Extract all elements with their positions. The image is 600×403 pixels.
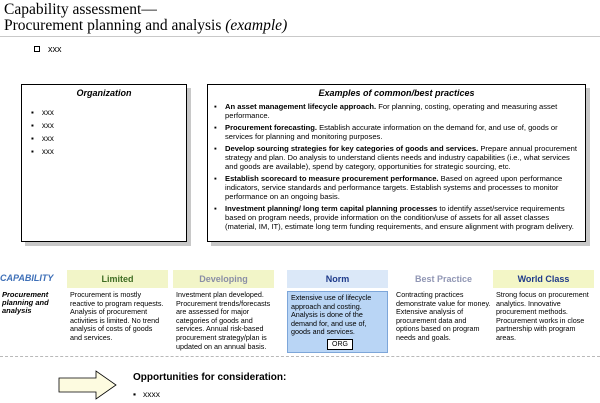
examples-heading: Examples of common/best practices [318,88,475,98]
title-divider [0,36,600,37]
example-item-title: Develop sourcing strategies for key categories of goods and services. [225,144,479,153]
example-item-text: For planning, costing, operating and measuring asset performance. [225,102,558,120]
organization-box [21,84,187,242]
example-item-title: An asset management lifecycle approach. [225,102,377,111]
checkbox-square-icon [34,46,40,52]
level-description: Procurement is mostly reactive to program requests. Analysis of procurement activities is limited. No trend analysis of costs of goods and services. [70,290,164,342]
example-item [214,144,577,171]
level-heading: World Class [493,270,594,288]
example-item [214,204,577,231]
org-marker-tag: ORG [327,339,353,350]
organization-item: ▪ xxx [31,119,186,132]
organization-list [31,106,186,158]
level-limited [67,270,168,343]
level-best-practice [393,270,494,343]
examples-list [214,102,577,231]
page-title [4,2,287,34]
level-heading: Norm [287,270,388,288]
title-line-2 [4,18,287,34]
level-world-class [493,270,594,343]
organization-item: ▪ xxx [31,132,186,145]
right-arrow-icon [58,370,118,400]
example-item-title: Procurement forecasting. [225,123,317,132]
example-item [214,174,577,201]
top-bullet [34,44,62,54]
example-item-title: Establish scorecard to measure procurement performance. [225,174,439,183]
title-example-tag: (example) [225,17,288,34]
level-heading: Limited [67,270,168,288]
example-item-text: to identify asset/service requirements based on program needs, provide information on the condition/use of assets for all asset classes (material, IM, IT), estimate long term funding requirements, and ensure alignment with program delivery. [225,204,574,231]
level-description: Contracting practices demonstrate value for money. Extensive analysis of procurement data and options based on program needs and goals. [396,290,491,342]
level-heading: Best Practice [393,270,494,288]
capability-row-label: Procurement planning and analysis [2,290,49,315]
example-item [214,123,577,141]
level-developing [173,270,274,351]
title-line-1: Capability assessment— [4,1,157,18]
examples-box [207,84,586,242]
opportunities-heading: Opportunities for consideration: [133,372,287,383]
example-item-text: Based on agreed upon performance indicators, service standards and performance targets. Establish systems and processes to monitor performance on an ongoing basis. [225,174,563,201]
example-item-text: Establish accurate information on the demand for, and use of, goods or services for planning and monitoring purposes. [225,123,558,141]
top-bullet-text: xxx [48,44,62,54]
example-item-text: Prepare annual procurement strategy and plan. Do analysis to understand clients needs and industry capabilities (i.e., what services and goods are available), spend by category, opportunities for strategic sourcing, etc. [225,144,577,171]
level-heading: Developing [173,270,274,288]
example-item [214,102,577,120]
capability-divider [0,356,600,357]
level-description: Investment plan developed. Procurement trends/forecasts are assessed for major categories of goods and services. Annual risk-based procurement strategy/plan is updated on an annual basis. [176,290,271,351]
level-description: Strong focus on procurement analytics. Innovative procurement methods. Procurement works in close partnership with program areas. [496,290,589,342]
level-description: Extensive use of lifecycle approach and costing. Analysis is done of the demand for, and use of, goods and services. [287,291,388,353]
title-line-2-text: Procurement planning and analysis [4,17,222,34]
opportunity-item: ▪ xxxx [133,389,160,399]
organization-item: ▪ xxx [31,106,186,119]
capability-label: CAPABILITY [0,273,54,283]
example-item-title: Investment planning/ long term capital planning processes [225,204,438,213]
organization-heading: Organization [76,88,132,98]
organization-item: ▪ xxx [31,145,186,158]
